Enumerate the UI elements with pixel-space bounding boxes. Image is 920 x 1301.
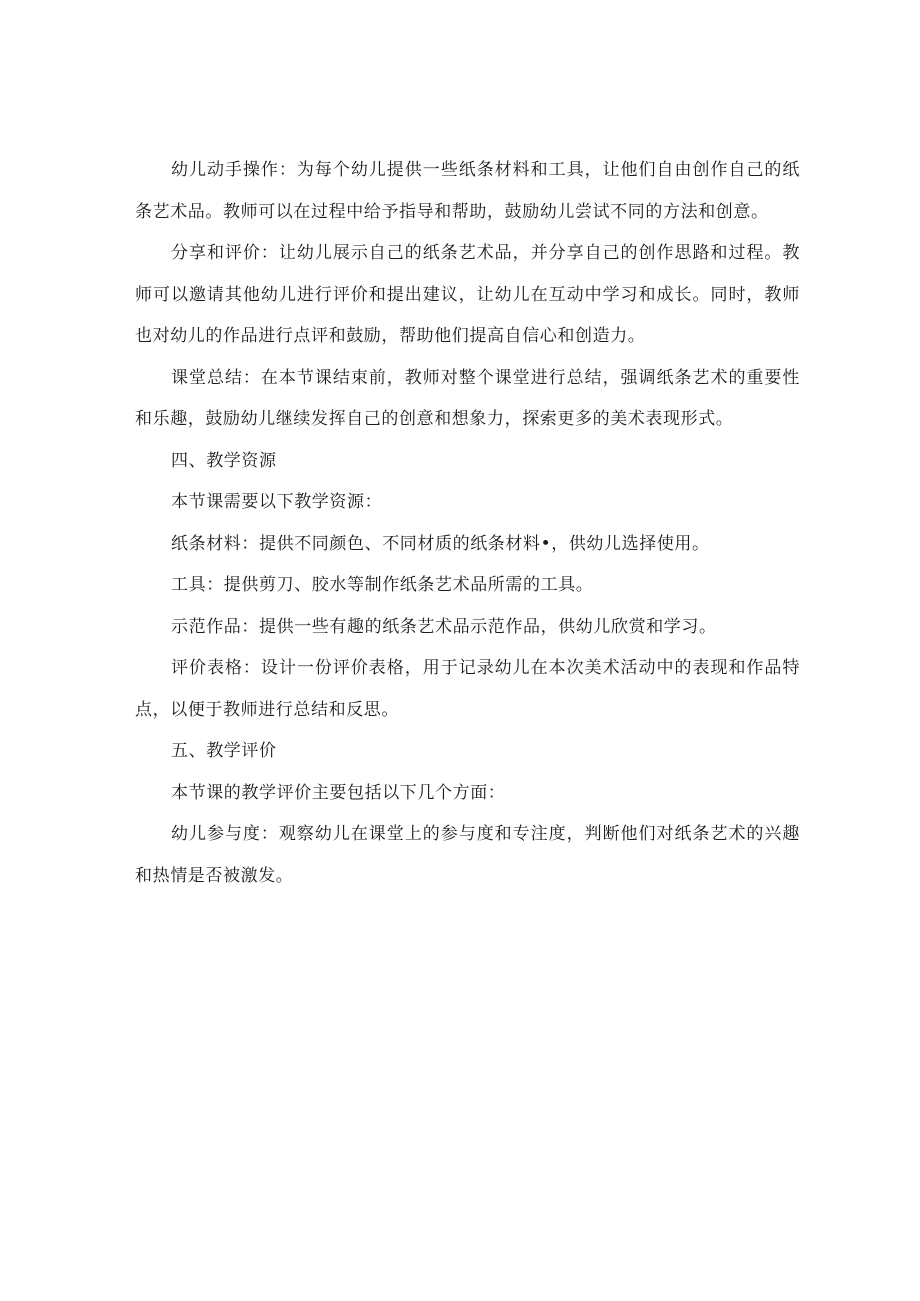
paragraph-evaluation-intro: 本节课的教学评价主要包括以下几个方面： xyxy=(171,782,506,803)
paragraph-resources-intro: 本节课需要以下教学资源： xyxy=(171,492,383,512)
document-body xyxy=(135,150,800,897)
paragraph-hands-on-activity: 幼儿动手操作：为每个幼儿提供一些纸条材料和工具，让他们自由创作自己的纸条艺术品。教师可以在过程中给予指导和帮助，鼓励幼儿尝试不同的方法和创意。 xyxy=(135,160,800,222)
section-heading-teaching-resources: 四、教学资源 xyxy=(171,450,277,471)
paragraph-sharing-evaluation: 分享和评价：让幼儿展示自己的纸条艺术品，并分享自己的创作思路和过程。教师可以邀请其他幼儿进行评价和提出建议，让幼儿在互动中学习和成长。同时，教师也对幼儿的作品进行点评和鼓励，帮助他们提高自信心和创造力。 xyxy=(135,243,800,346)
paragraph-tools: 工具：提供剪刀、胶水等制作纸条艺术品所需的工具。 xyxy=(171,575,594,595)
paragraph-evaluation-form: 评价表格：设计一份评价表格，用于记录幼儿在本次美术活动中的表现和作品特点，以便于教师进行总结和反思。 xyxy=(135,658,800,720)
paragraph-demo-works: 示范作品：提供一些有趣的纸条艺术品示范作品，供幼儿欣赏和学习。 xyxy=(171,616,717,637)
paragraph-paper-materials: 纸条材料：提供不同颜色、不同材质的纸条材料•，供幼儿选择使用。 xyxy=(171,533,710,554)
paragraph-participation: 幼儿参与度：观察幼儿在课堂上的参与度和专注度，判断他们对纸条艺术的兴趣和热情是否被激发。 xyxy=(135,824,800,886)
paragraph-class-summary: 课堂总结：在本节课结束前，教师对整个课堂进行总结，强调纸条艺术的重要性和乐趣，鼓励幼儿继续发挥自己的创意和想象力，探索更多的美术表现形式。 xyxy=(135,367,800,429)
section-heading-teaching-evaluation: 五、教学评价 xyxy=(171,741,277,761)
